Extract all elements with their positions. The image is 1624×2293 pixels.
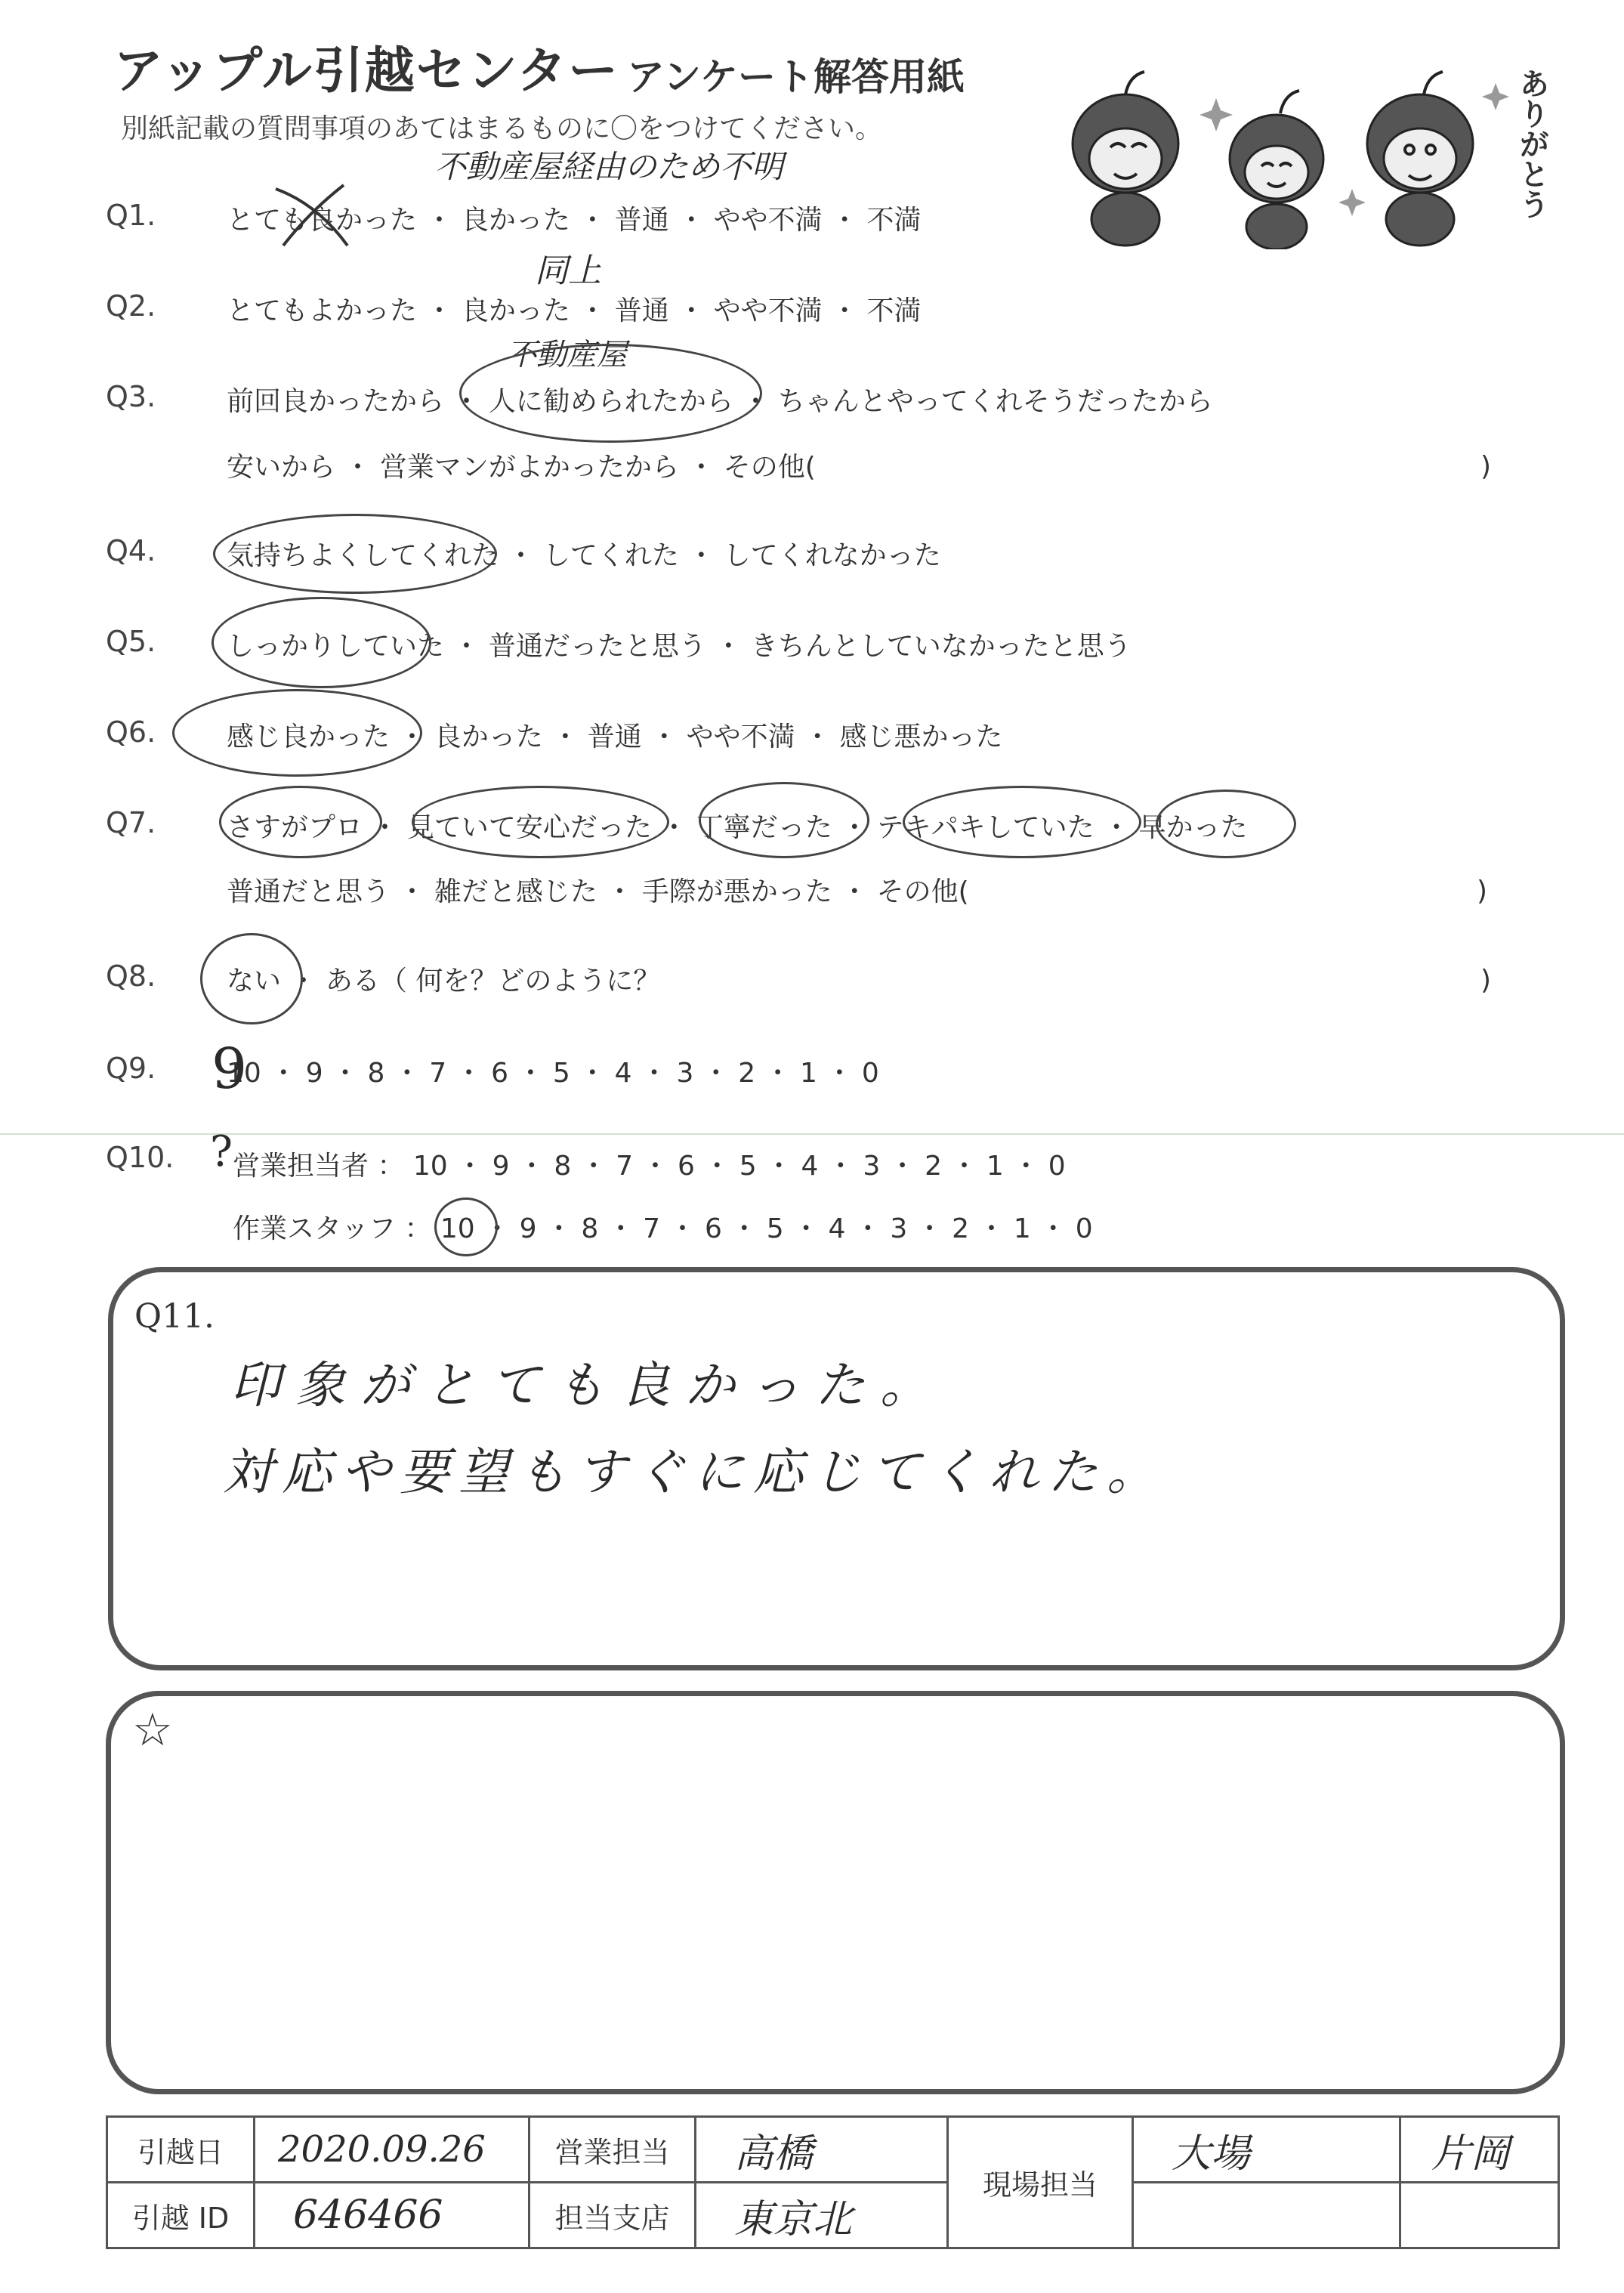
q3-answer-circle [459,344,762,443]
q7-close-paren: ) [1477,876,1488,907]
q11-label: Q11. [134,1297,215,1336]
q7-number: Q7. [106,806,156,839]
q3-number: Q3. [106,380,156,413]
move-date-value: 2020.09.26 [278,2128,486,2171]
move-info-table [106,2115,1560,2249]
sales-rep-name: 高橋 [734,2131,814,2177]
q1-handwritten-note: 不動産屋経由のため不明 [434,148,784,185]
q7-options-line1: さすがプロ ・ 見ていて安心だった ・ 丁寧だった ・ テキパキしていた ・ 早かった [227,812,1248,843]
site-staff-empty-2 [1400,2183,1559,2248]
q11-comment-line2: 対応や要望もすぐに応じてくれた。 [223,1443,1166,1501]
q3-handwritten-note: 不動産屋 [506,338,627,372]
q8-close-paren: ) [1480,965,1492,996]
q7-answer-circle-1 [219,786,382,858]
q9-number: Q9. [106,1052,156,1085]
q1-options: とても良かった ・ 良かった ・ 普通 ・ やや不満 ・ 不満 [227,205,922,236]
q7-answer-circle-4 [903,786,1141,858]
q5-options: しっかりしていた ・ 普通だったと思う ・ きちんとしていなかったと思う [227,631,1132,662]
q4-number: Q4. [106,534,156,567]
site-staff-label: 現場担当 [948,2117,1133,2248]
q7-answer-circle-5 [1156,790,1296,858]
form-title: アップル引越センター [113,42,620,100]
q7-answer-circle-2 [412,786,669,858]
q2-handwritten-note: 同上 [535,252,601,290]
q11-comment-line1: 印象がとても良かった。 [230,1356,945,1414]
q8-options: ない ・ ある（ 何を？どのように？ [227,966,661,997]
branch-label: 担当支店 [529,2183,696,2248]
move-id-value: 646466 [293,2193,443,2238]
q8-answer-circle [200,933,303,1024]
site-staff-1: 大場 [1172,2131,1251,2177]
move-id-label: 引越 ID [107,2183,255,2248]
q1-number: Q1. [106,199,156,232]
q10-handwritten-mark: ? [210,1127,233,1176]
move-date-label: 引越日 [107,2117,255,2183]
site-staff-2: 片岡 [1431,2131,1511,2177]
star-label: ☆ [132,1704,173,1757]
mascot-illustration [1042,53,1541,249]
q10-number: Q10. [106,1141,174,1174]
star-comment-box [106,1691,1565,2094]
q10-staff-scale: 作業スタッフ ： 10 ・ 9 ・ 8 ・ 7 ・ 6 ・ 5 ・ 4 ・ 3 ・ 2 ・ 1 ・ 0 [233,1213,1093,1244]
q3-options-line1: 前回良かったから ・ 人に勧められたから ・ ちゃんとやってくれそうだったから [227,386,1213,417]
q6-answer-circle [172,689,422,777]
q9-handwritten-mark: 9 [211,1037,248,1102]
q9-scale: 10 ・ 9 ・ 8 ・ 7 ・ 6 ・ 5 ・ 4 ・ 3 ・ 2 ・ 1 ・ 0 [227,1058,879,1089]
q7-options-line2: 普通だと思う ・ 雑だと感じた ・ 手際が悪かった ・ その他( [227,876,969,907]
q8-number: Q8. [106,960,156,993]
form-instruction: 別紙記載の質問事項のあてはまるものに〇をつけてください。 [121,113,883,144]
q2-options: とてもよかった ・ 良かった ・ 普通 ・ やや不満 ・ 不満 [227,295,922,326]
branch-name: 東京北 [734,2196,853,2242]
q4-options: 気持ちよくしてくれた ・ してくれた ・ してくれなかった [227,540,941,571]
q6-number: Q6. [106,715,156,749]
site-staff-empty-1 [1133,2183,1400,2248]
q5-number: Q5. [106,625,156,658]
q2-number: Q2. [106,289,156,323]
form-subtitle: アンケート解答用紙 [627,55,965,99]
sales-rep-label: 営業担当 [529,2117,696,2183]
q4-answer-circle [213,514,497,594]
paper-fold-line [0,1133,1624,1135]
q5-answer-circle [211,597,431,688]
mascot-caption: ありがとう [1514,68,1550,219]
q10-sales-scale: 営業担当者 ： 10 ・ 9 ・ 8 ・ 7 ・ 6 ・ 5 ・ 4 ・ 3 ・ 2 ・ 1 ・ 0 [233,1151,1066,1182]
q6-options: 感じ良かった ・ 良かった ・ 普通 ・ やや不満 ・ 感じ悪かった [227,722,1003,752]
q7-answer-circle-3 [699,782,869,858]
q1-cross-mark [264,174,363,257]
q10-staff-answer-circle [434,1197,498,1256]
q3-options-line2: 安いから ・ 営業マンがよかったから ・ その他( [227,452,816,483]
q3-close-paren: ) [1480,451,1492,482]
